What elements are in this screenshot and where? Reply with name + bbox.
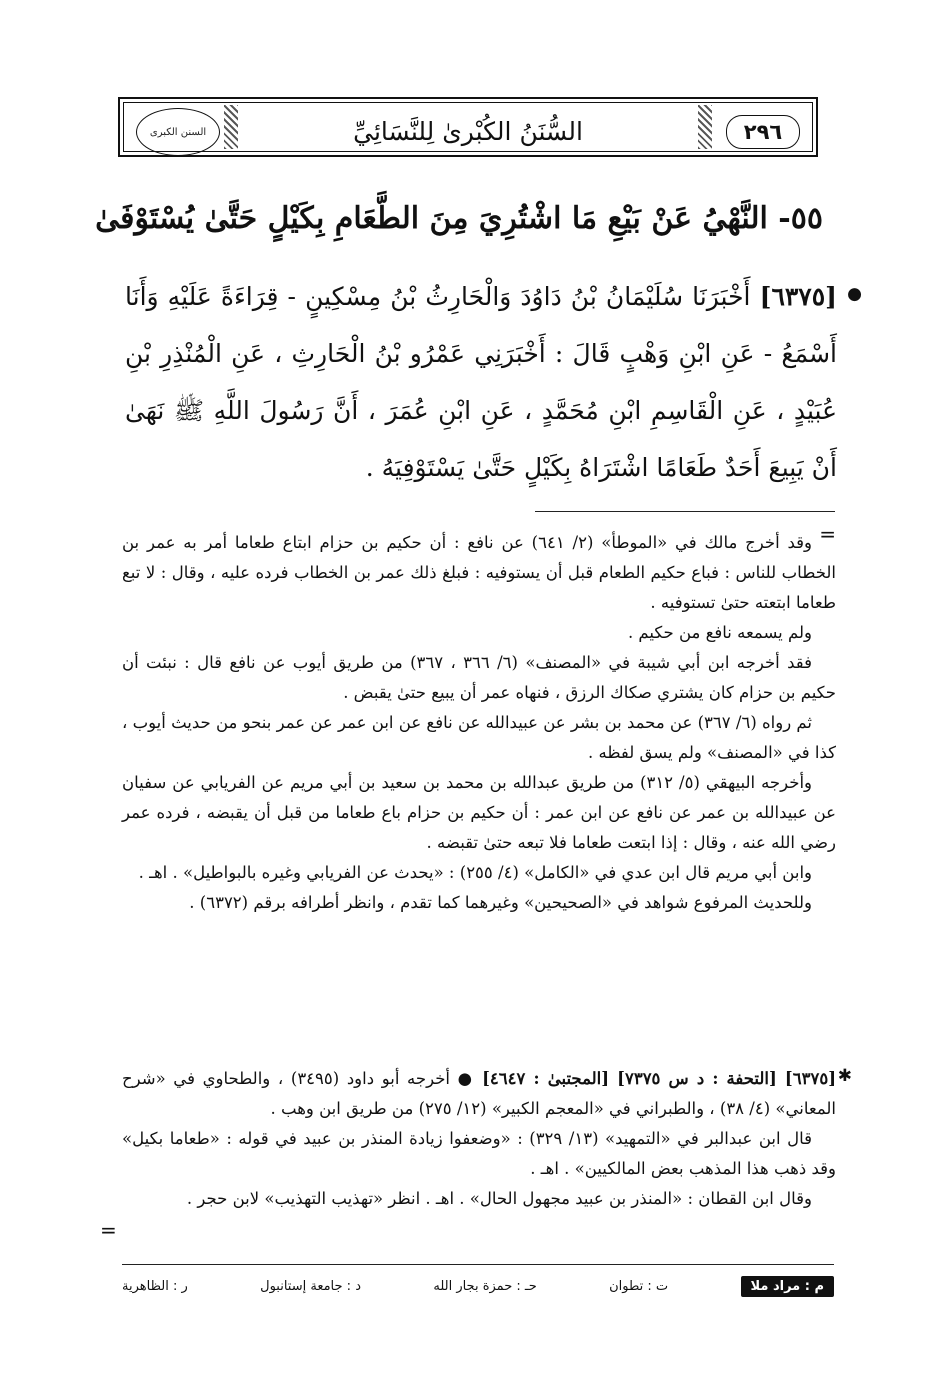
footnote-paragraph: ولم يسمعه نافع من حكيم . [627,623,812,642]
header-frame [123,102,813,152]
seal-text: السنن الكبرى [149,126,207,138]
chapter-heading: ٥٥- النَّهْيُ عَنْ بَيْعِ مَا اشْتُرِيَ مِنَ الطَّعَامِ بِكَيْلٍ حَتَّىٰ يُسْتَوْفَىٰ [95,201,823,236]
takhrij-paragraph: قال ابن عبدالبر في «التمهيد» (١٣/ ٣٢٩) : «وضعفوا زيادة المنذر بن عبيد في قوله : «طعاما بكيل» وقد ذهب هذا المذهب بعض المالكيين» . اهـ . [122,1129,836,1178]
ornament-icon [698,105,712,149]
continuation-marker: = [100,1218,117,1242]
takhrij-block [122,1064,836,1214]
footnote-paragraph: وابن أبي مريم قال ابن عدي في «الكامل» (٤/ ٢٥٥) : «يحدث عن الفريابي وغيره بالبواطيل» . اهـ . [138,863,812,882]
takhrij-head: [٦٣٧٥] [التحفة : د س ٧٣٧٥] [المجتبىٰ : ٤٦٤٧] [482,1069,836,1088]
book-seal [136,108,220,156]
takhrij-text: أخرجه أبو داود (٣٤٩٥) ، والطحاوي في «شرح المعاني» (٤/ ٣٨) ، والطبراني في «المعجم الكبير» (١٢/ ٢٧٥) من طريق ابن وهب . [122,1069,836,1118]
manuscript-credits [122,1272,834,1300]
takhrij-paragraph [122,1064,836,1124]
footnote-paragraph: وقد أخرج مالك في «الموطأ» (٢/ ٦٤١) عن نافع : أن حكيم بن حزام ابتاع طعاما أمر به عمر بن الخطاب للناس : فباع حكيم الطعام قبل أن يستوفيه : فبلغ ذلك عمر بن الخطاب فرده عليه ، وقال : لا تبع طعاما ابتعته حتىٰ تستوفيه . [122,533,836,612]
footnote-paragraph: وللحديث المرفوع شواهد في «الصحيحين» وغيرهما كما تقدم ، وانظر أطرافه برقم (٦٣٧٢) . [189,893,812,912]
footnote-separator [535,511,835,512]
credit-m: م : مراد ملا [741,1276,835,1297]
credit-h: حـ : حمزة بجار الله [433,1278,537,1294]
footnote-paragraph: ثم رواه (٦/ ٣٦٧) عن محمد بن بشر عن عبيدالله عن نافع عن ابن عمر عن عمر بنحو من حديث أيوب ، كذا في «المصنف» ولم يسق لفظه . [122,713,836,762]
bullet-icon: ● [457,1069,475,1088]
footnotes-block [122,528,836,918]
ornament-icon [224,105,238,149]
hadith-text: أَخْبَرَنَا سُلَيْمَانُ بْنُ دَاوُدَ وَالْحَارِثُ بْنُ مِسْكِينٍ - قِرَاءَةً عَلَيْهِ وَأَنَا أَسْمَعُ - عَنِ ابْنِ وَهْبٍ قَالَ : أَخْبَرَنِي عَمْرُو بْنُ الْحَارِثِ ، عَنِ الْمُنْذِرِ بْنِ عُبَيْدٍ ، عَنِ الْقَاسِمِ ابْنِ مُحَمَّدٍ ، عَنِ ابْنِ عُمَرَ ، أَنَّ رَسُولَ اللَّهِ ﷺ نَهَىٰ أَنْ يَبِيعَ أَحَدٌ طَعَامًا اشْتَرَاهُ بِكَيْلٍ حَتَّىٰ يَسْتَوْفِيَهُ . [125,282,837,482]
star-icon: ✱ [837,1066,852,1086]
credit-r: ر : الظاهرية [122,1278,188,1294]
bullet-icon: ● [847,284,862,304]
hadith-number: [٦٣٧٥] [759,282,837,311]
footnote-paragraph: وأخرجه البيهقي (٥/ ٣١٢) من طريق عبدالله بن محمد بن سعيد بن أبي مريم عن الفريابي عن سفيان عن عبيدالله بن عمر عن نافع عن ابن عمر : أن حكيم بن حزام باع طعاما من قبل أن يقبضه ، فرده عمر رضي الله عنه ، وقال : إذا ابتعت طعاما فلا تبعه حتىٰ تقبضه . [122,773,836,852]
credit-t: ت : تطوان [609,1278,669,1294]
footnote-paragraph: فقد أخرجه ابن أبي شيبة في «المصنف» (٦/ ٣٦٦ ، ٣٦٧) من طريق أيوب عن نافع قال : نبئت أن حكيم بن حزام كان يشتري صكاك الرزق ، فنهاه عمر أن يبيع حتىٰ يقبض . [122,653,836,702]
page-number: ٢٩٦ [726,115,800,149]
continuation-marker: = [819,522,836,546]
page-header [118,97,818,157]
credit-d: د : جامعة إستانبول [260,1278,361,1294]
book-title: السُّنَنُ الكُبْرىٰ لِلنَّسَائِيِّ [353,116,583,146]
hadith-text-block [125,268,837,496]
takhrij-paragraph: وقال ابن القطان : «المنذر بن عبيد مجهول الحال» . اهـ . انظر «تهذيب التهذيب» لابن حجر . [186,1189,812,1208]
bottom-rule [122,1264,834,1265]
